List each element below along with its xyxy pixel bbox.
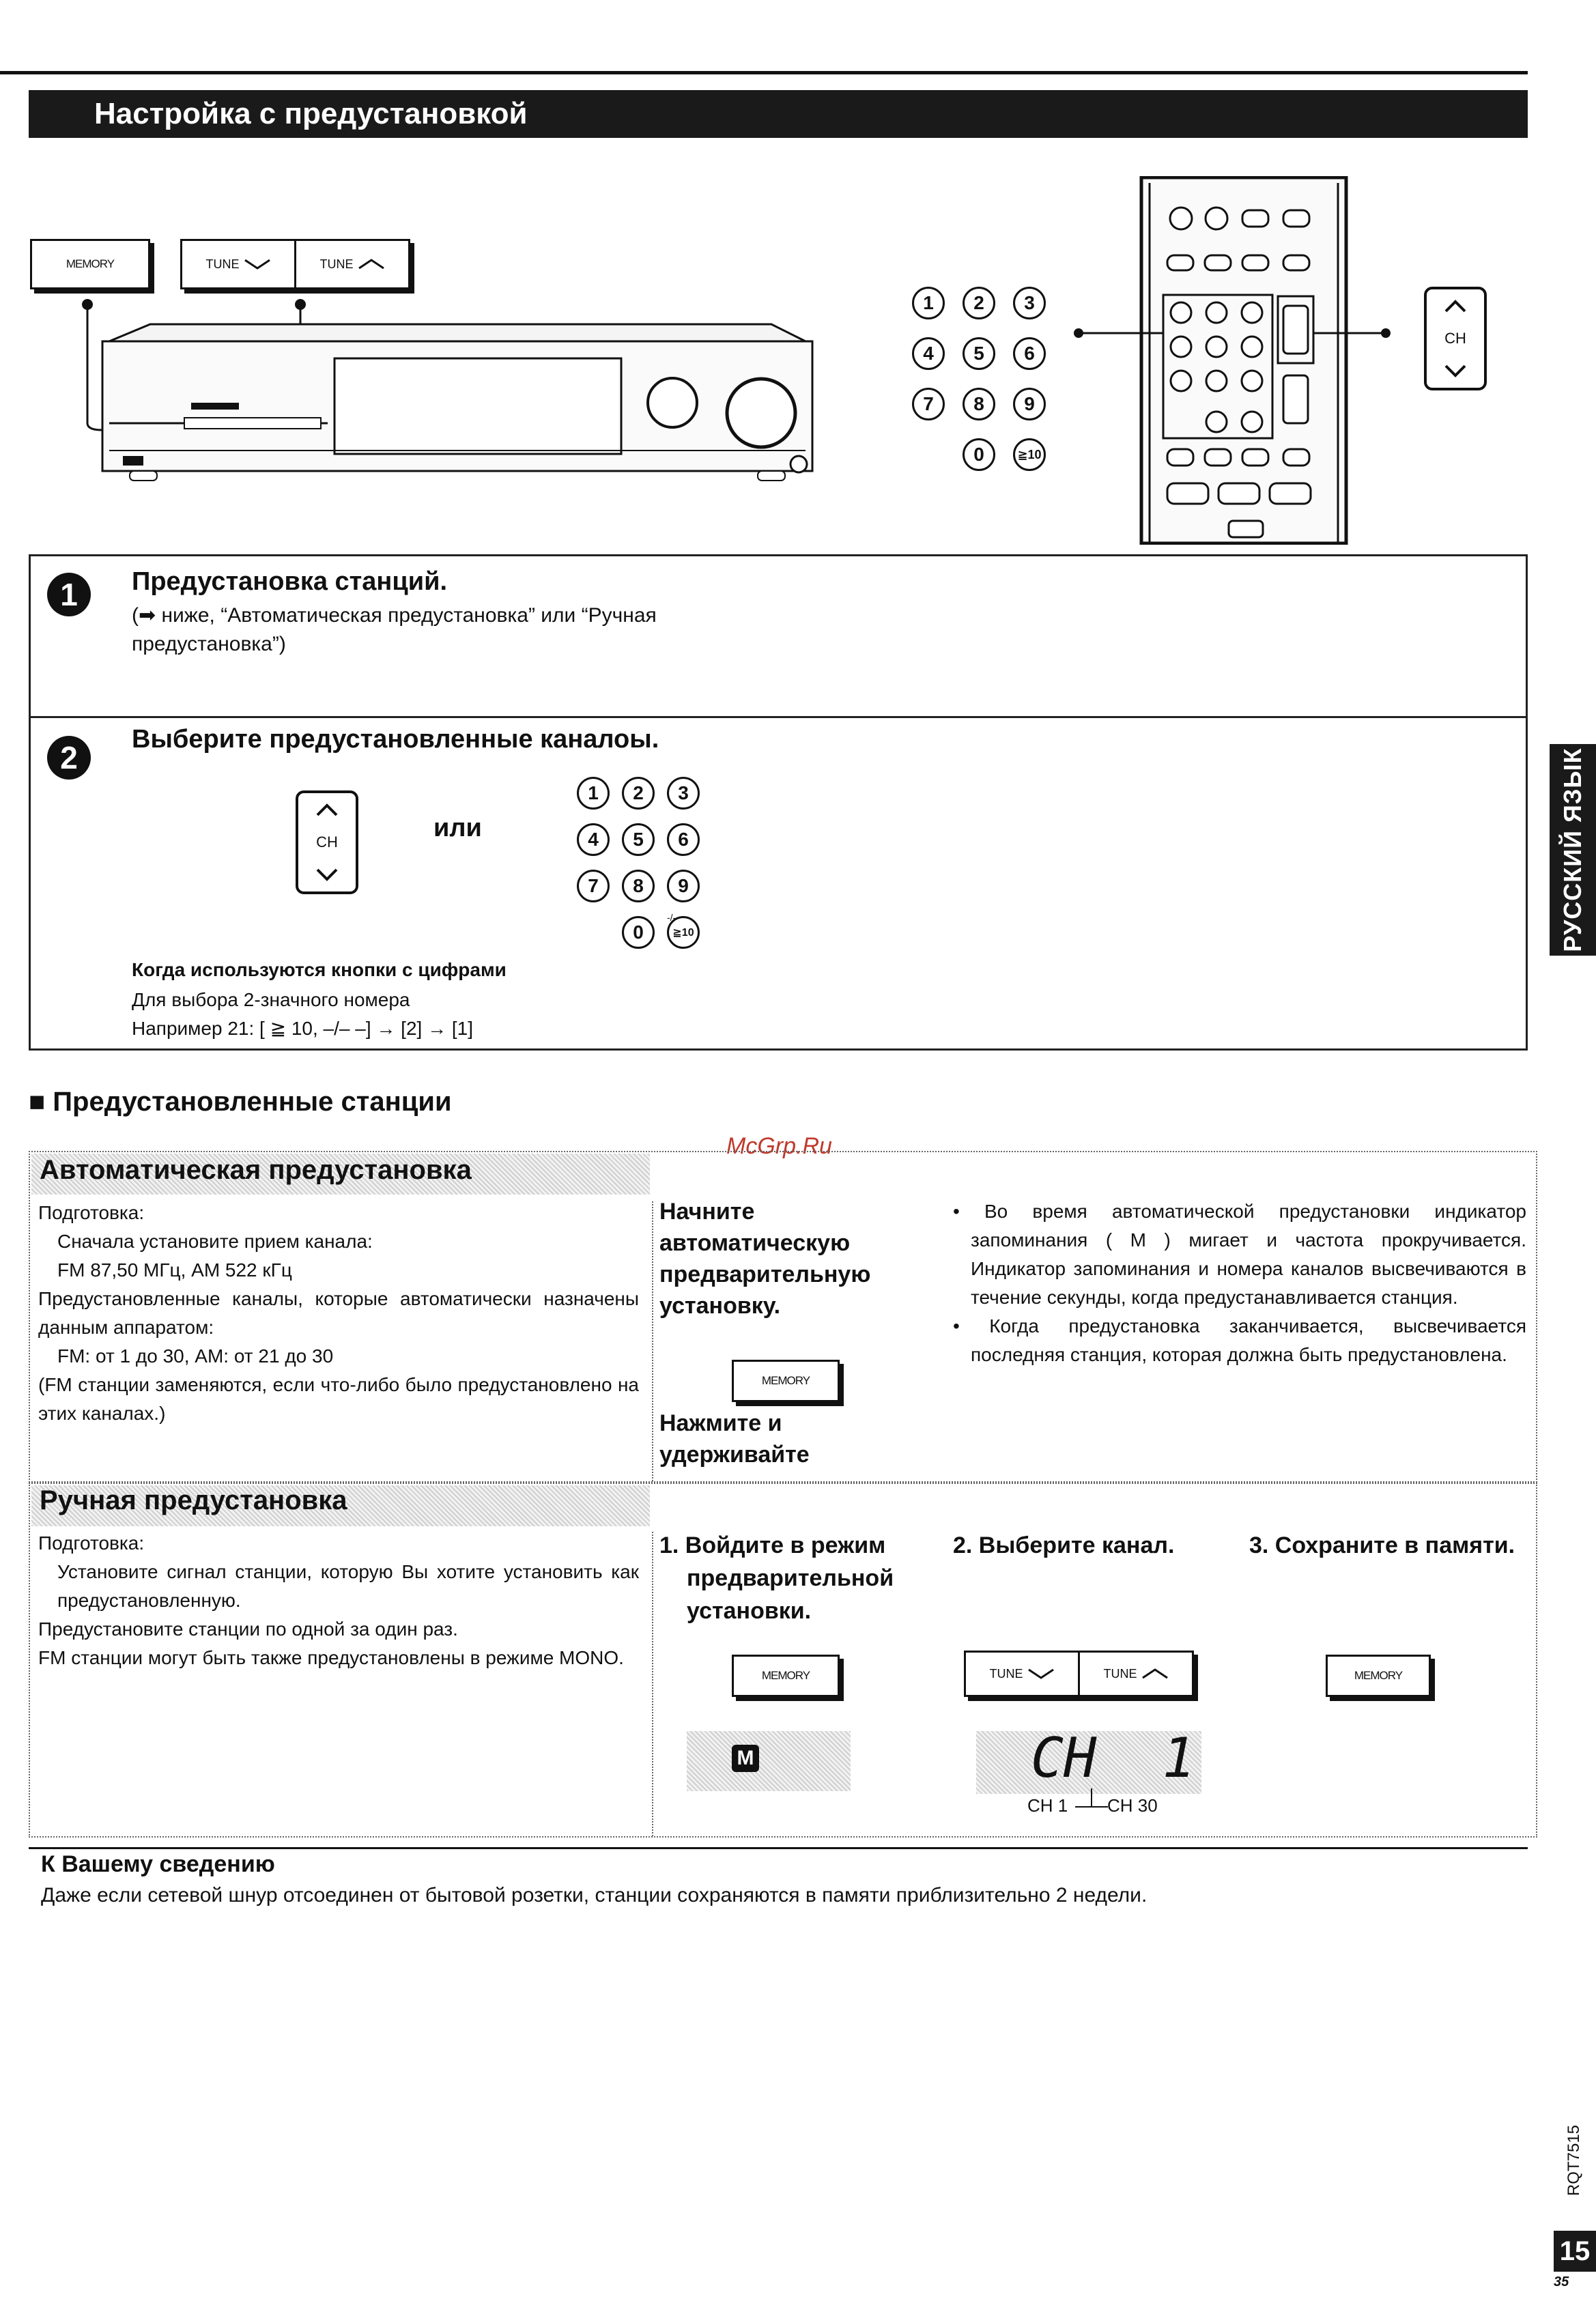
auto-action-hold: Нажмите и удерживайте bbox=[659, 1410, 810, 1468]
manual-step1: 1. Войдите в режим предварительной установки. bbox=[659, 1532, 894, 1624]
channel-range-end: CH 30 bbox=[1107, 1795, 1158, 1816]
num-key[interactable]: 4 bbox=[577, 823, 610, 856]
note-text: Даже если сетевой шнур отсоединен от бытовой розетки, станции сохраняются в памяти приблизительно 2 недели. bbox=[41, 1884, 1148, 1907]
step1-box bbox=[29, 554, 1528, 718]
dash-key-label: -/-- bbox=[667, 912, 679, 923]
chevron-up-icon bbox=[1443, 299, 1468, 314]
manual-text1: Предустановите станции по одной за один раз. bbox=[38, 1618, 458, 1640]
num-key[interactable]: 6 bbox=[667, 823, 700, 856]
step1-number: 1 bbox=[47, 573, 91, 616]
step1-text: (➡ ниже, “Автоматическая предустановка” или “Ручная предустановка”) bbox=[132, 604, 657, 655]
tune-up-button[interactable]: TUNE bbox=[1078, 1653, 1192, 1695]
num-key[interactable]: 7 bbox=[577, 870, 610, 902]
num-key[interactable]: 4 bbox=[912, 337, 945, 370]
num-key[interactable]: 6 bbox=[1013, 337, 1046, 370]
chevron-up-icon bbox=[315, 803, 339, 818]
auto-prep-label: Подготовка: bbox=[38, 1202, 145, 1223]
model-code: RQT7515 bbox=[1565, 2124, 1583, 2197]
ch-button[interactable] bbox=[296, 790, 358, 894]
manual-divider bbox=[652, 1532, 653, 1836]
receiver-illustration bbox=[82, 294, 860, 498]
auto-prep bbox=[38, 1199, 639, 1428]
num-key[interactable]: 8 bbox=[963, 388, 995, 420]
num-key[interactable]: 2 bbox=[963, 287, 995, 319]
model-code-wrap bbox=[1554, 2124, 1595, 2197]
auto-text1: Предустановленные каналы, которые автоматически назначены данным аппаратом: bbox=[38, 1288, 639, 1338]
tune-down-button[interactable]: TUNE bbox=[182, 241, 294, 287]
auto-action-title: Начните автоматическую предварительную установку. bbox=[659, 1199, 871, 1319]
auto-prep-line2: FM 87,50 МГц, AM 522 кГц bbox=[57, 1259, 292, 1281]
num-key[interactable]: 5 bbox=[622, 823, 655, 856]
num-key[interactable]: 3 bbox=[667, 777, 700, 810]
language-label: РУССКИЙ ЯЗЫК bbox=[1558, 747, 1586, 952]
num-key-ten[interactable]: ≧10 bbox=[667, 916, 700, 949]
num-key-zero[interactable]: 0 bbox=[963, 438, 995, 471]
remote-numpad bbox=[912, 287, 1064, 471]
or-label: или bbox=[433, 814, 482, 842]
sub-page-number: 35 bbox=[1554, 2274, 1569, 2289]
num-key[interactable]: 9 bbox=[1013, 388, 1046, 420]
num-key[interactable]: 8 bbox=[622, 870, 655, 902]
manual-prep-line1: Установите сигнал станции, которую Вы хотите установить как предустановленную. bbox=[57, 1561, 639, 1611]
top-rule bbox=[0, 71, 1528, 74]
memory-display-bg bbox=[687, 1731, 851, 1791]
num-key[interactable]: 2 bbox=[622, 777, 655, 810]
num-key[interactable]: 7 bbox=[912, 388, 945, 420]
manual-step3: 3. Сохраните в памяти. bbox=[1249, 1532, 1515, 1558]
step2-title: Выберите предустановленные каналоы. bbox=[132, 725, 659, 754]
auto-bullet1-text: Во время автоматической предустановки индикатор запоминания ( M ) мигает и частота прокручивается. Индикатор запоминания и номера каналов высвечиваются в течение секунды, когда предустанавливается станция. bbox=[971, 1201, 1526, 1308]
ch-label: CH bbox=[1444, 330, 1466, 347]
chevron-down-icon bbox=[1443, 363, 1468, 378]
auto-bullet2: • Когда предустановка заканчивается, высвечивается последняя станция, которая должна быть предустановлена. bbox=[953, 1315, 1526, 1365]
chevron-down-icon bbox=[244, 258, 271, 270]
manual-text2: FM станции могут быть также предустановлены в режиме MONO. bbox=[38, 1647, 624, 1668]
memory-button[interactable]: MEMORY bbox=[732, 1360, 840, 1402]
note-rule bbox=[29, 1847, 1528, 1849]
num-key[interactable]: 3 bbox=[1013, 287, 1046, 319]
remote-control-illustration bbox=[1065, 176, 1434, 545]
auto-text2: FM: от 1 до 30, AM: от 21 до 30 bbox=[57, 1345, 334, 1367]
auto-prep-line1: Сначала установите прием канала: bbox=[57, 1231, 373, 1252]
channel-display: CH 1 bbox=[1031, 1726, 1195, 1790]
num-key-ten[interactable]: ≧10 bbox=[1013, 438, 1046, 471]
channel-range-start: CH 1 bbox=[1027, 1795, 1068, 1816]
chevron-up-icon bbox=[1141, 1668, 1169, 1680]
page-number: 15 bbox=[1554, 2231, 1596, 2272]
channel-range-tick bbox=[1091, 1788, 1092, 1806]
manual-prep bbox=[38, 1529, 639, 1672]
manual-heading: Ручная предустановка bbox=[40, 1485, 347, 1515]
auto-bullet1: • Во время автоматической предустановки индикатор запоминания ( M ) мигает и частота прокручивается. Индикатор запоминания и номера каналов высвечиваются в течение секунды, когда предустанавливается станция. bbox=[953, 1201, 1526, 1308]
chevron-down-icon bbox=[1027, 1668, 1055, 1680]
chevron-down-icon bbox=[315, 867, 339, 882]
numeric-note-title: Когда используются кнопки с цифрами bbox=[132, 959, 507, 980]
language-side-tab bbox=[1550, 744, 1596, 956]
channel-range-line bbox=[1075, 1806, 1108, 1808]
chevron-up-icon bbox=[358, 258, 385, 270]
manual-prep-label: Подготовка: bbox=[38, 1532, 145, 1554]
memory-indicator: M bbox=[732, 1745, 759, 1772]
num-key[interactable]: 1 bbox=[912, 287, 945, 319]
num-key[interactable]: 5 bbox=[963, 337, 995, 370]
num-key-zero[interactable]: 0 bbox=[622, 916, 655, 949]
numeric-note-line1: Для выбора 2-значного номера bbox=[132, 989, 410, 1010]
tune-buttons bbox=[964, 1651, 1194, 1697]
memory-button[interactable]: MEMORY bbox=[30, 239, 150, 289]
tune-up-button[interactable]: TUNE bbox=[294, 241, 408, 287]
num-key[interactable]: 1 bbox=[577, 777, 610, 810]
manual-step2: 2. Выберите канал. bbox=[953, 1532, 1175, 1558]
tune-down-button[interactable]: TUNE bbox=[966, 1653, 1078, 1695]
page-title: Настройка с предустановкой bbox=[29, 90, 1528, 138]
ch-button-remote[interactable] bbox=[1424, 287, 1487, 390]
auto-bullets bbox=[953, 1197, 1526, 1369]
num-key[interactable]: 9 bbox=[667, 870, 700, 902]
memory-button[interactable]: MEMORY bbox=[732, 1655, 840, 1697]
ch-label: CH bbox=[316, 833, 338, 851]
preset-section-heading: ■ Предустановленные станции bbox=[29, 1087, 452, 1117]
tune-buttons bbox=[180, 239, 410, 289]
memory-button[interactable]: MEMORY bbox=[1326, 1655, 1431, 1697]
note-heading: К Вашему сведению bbox=[41, 1851, 275, 1877]
step2-box bbox=[29, 716, 1528, 1051]
auto-heading: Автоматическая предустановка bbox=[40, 1155, 472, 1185]
step1-title: Предустановка станций. bbox=[132, 567, 448, 596]
auto-bullet2-text: Когда предустановка заканчивается, высвечивается последняя станция, которая должна быть предустановлена. bbox=[971, 1315, 1526, 1365]
step2-numpad bbox=[577, 777, 712, 949]
auto-divider bbox=[652, 1201, 653, 1481]
step2-number: 2 bbox=[47, 736, 91, 780]
watermark: McGrp.Ru bbox=[726, 1133, 832, 1159]
numeric-note-line2: Например 21: [ ≧ 10, –/– –] → [2] → [1] bbox=[132, 1018, 473, 1039]
auto-text3: (FM станции заменяются, если что-либо было предустановлено на этих каналах.) bbox=[38, 1374, 639, 1424]
